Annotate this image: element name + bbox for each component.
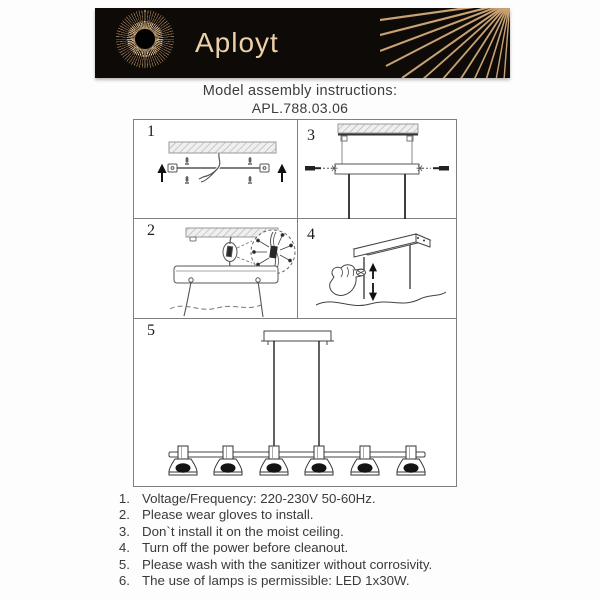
list-item xyxy=(108,491,538,507)
item-number: 2. xyxy=(118,507,130,523)
item-text: The use of lamps is permissible: LED 1x30W. xyxy=(142,573,410,589)
item-text: Please wash with the sanitizer without corrosivity. xyxy=(142,556,433,572)
item-text: Turn off the power before cleanout. xyxy=(142,540,349,556)
list-item xyxy=(108,573,538,589)
step-2-number: 2 xyxy=(147,222,155,239)
spotlight xyxy=(305,446,333,475)
spotlight xyxy=(260,446,288,475)
side-screw-right xyxy=(417,166,450,172)
spotlight xyxy=(169,446,197,475)
ceiling-hatch xyxy=(338,124,418,133)
step-2-panel xyxy=(134,219,298,319)
canopy-3d xyxy=(354,234,430,257)
suspension-wires xyxy=(184,282,263,317)
starburst-logo-core xyxy=(135,29,155,49)
brand-banner xyxy=(95,8,510,78)
assembly-steps-grid xyxy=(133,119,457,487)
canopy xyxy=(174,266,278,283)
item-number: 5. xyxy=(118,556,130,572)
spotlight xyxy=(397,446,425,475)
step-5-diagram xyxy=(134,319,456,486)
step-1-panel xyxy=(134,120,298,219)
ceiling-canopy xyxy=(261,331,334,345)
step-2-diagram xyxy=(134,219,298,319)
wire-connection xyxy=(223,237,237,266)
page-title: Model assembly instructions: xyxy=(202,83,398,99)
spotlight xyxy=(351,446,379,475)
list-item xyxy=(108,507,538,523)
list-item xyxy=(108,540,538,556)
shade-outline xyxy=(170,304,263,309)
step-1-diagram xyxy=(134,120,298,219)
item-number: 4. xyxy=(118,540,130,556)
step-3-diagram xyxy=(298,120,456,219)
step-3-panel xyxy=(298,120,456,219)
item-text: Don`t install it on the moist ceiling. xyxy=(142,523,344,539)
arrow-up-down-icon xyxy=(370,265,375,299)
item-text: Voltage/Frequency: 220-230V 50-60Hz. xyxy=(142,491,376,506)
step-4-panel xyxy=(298,219,456,319)
step-5-number: 5 xyxy=(147,322,155,339)
suspension-wires xyxy=(274,341,319,452)
item-number: 1. xyxy=(118,491,130,506)
brand-wordmark: Aployt xyxy=(195,27,279,58)
rays-decoration-icon xyxy=(380,8,510,78)
hand-icon xyxy=(330,265,366,296)
side-screw-left xyxy=(305,166,338,172)
step-3-number: 3 xyxy=(307,127,315,144)
leader-lines xyxy=(237,241,252,263)
instructions-list xyxy=(108,491,538,589)
model-number: APL.788.03.06 xyxy=(251,100,349,116)
step-4-diagram xyxy=(298,219,456,319)
item-number: 3. xyxy=(118,523,130,539)
spotlights xyxy=(169,446,425,475)
step-4-number: 4 xyxy=(307,226,315,243)
list-item xyxy=(108,524,538,540)
ceiling-canopy-box xyxy=(335,136,419,174)
item-text: Please wear gloves to install. xyxy=(142,507,314,523)
step-5-panel xyxy=(134,319,456,486)
ceiling-hatch xyxy=(169,142,276,153)
list-item xyxy=(108,557,538,573)
track-bar xyxy=(169,452,425,457)
item-number: 6. xyxy=(118,573,130,589)
spotlight xyxy=(214,446,242,475)
step-1-number: 1 xyxy=(147,123,155,140)
suspension-rods xyxy=(349,174,405,219)
